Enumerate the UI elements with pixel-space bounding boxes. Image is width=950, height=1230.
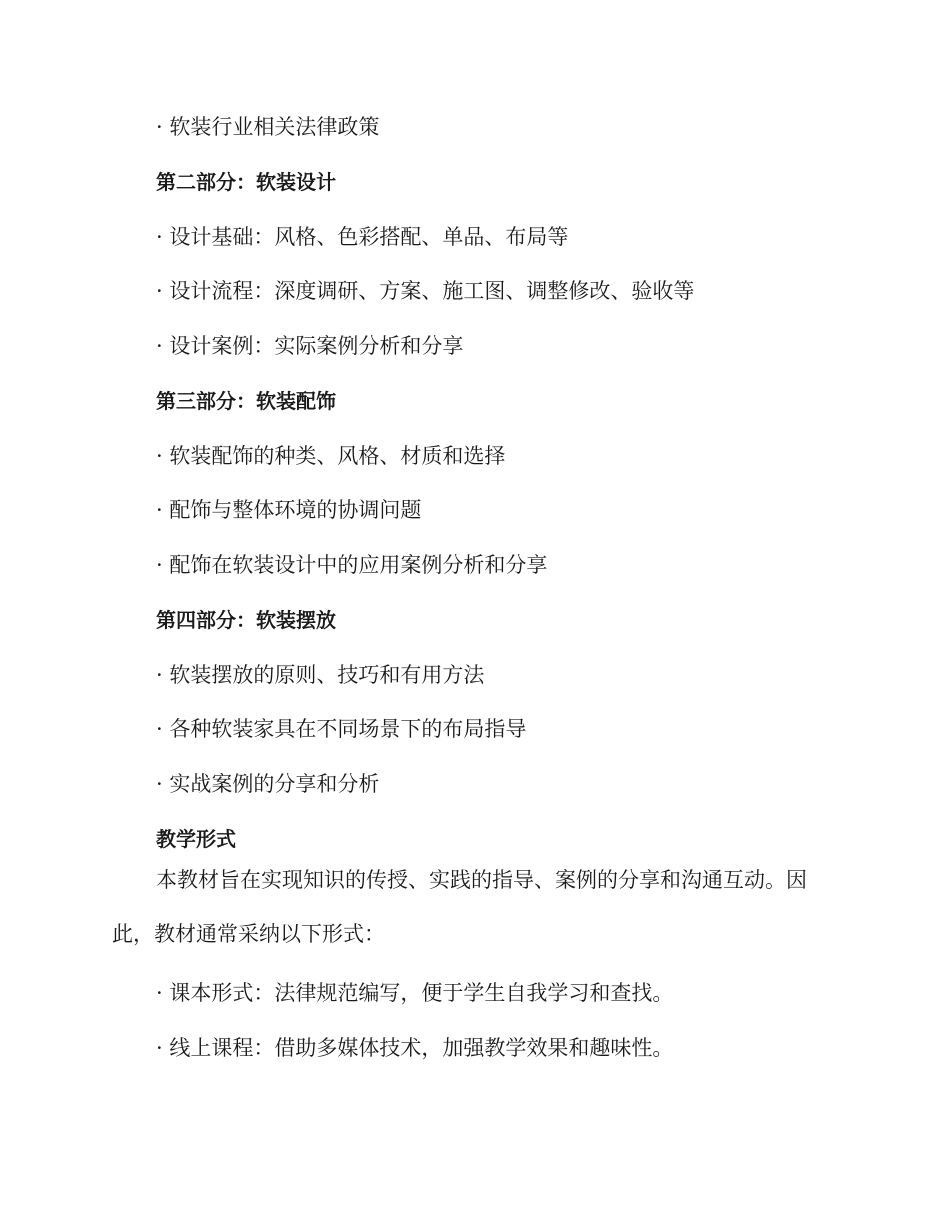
section-heading: 第三部分：软装配饰 — [156, 389, 336, 413]
section-heading: 第二部分：软装设计 — [156, 170, 336, 194]
bullet-item: · 设计基础：风格、色彩搭配、单品、布局等 — [156, 225, 569, 249]
bullet-item: · 软装行业相关法律政策 — [156, 115, 380, 139]
bullet-item: · 实战案例的分享和分析 — [156, 772, 380, 796]
body-paragraph: 本教材旨在实现知识的传授、实践的指导、案例的分享和沟通互动。因此，教材通常采纳以下形式： — [112, 868, 807, 946]
bullet-item: · 课本形式：法律规范编写，便于学生自我学习和查找。 — [156, 981, 674, 1005]
bullet-item: · 配饰在软装设计中的应用案例分析和分享 — [156, 553, 548, 577]
bullet-item: · 各种软装家具在不同场景下的布局指导 — [156, 717, 527, 741]
bullet-item: · 设计流程：深度调研、方案、施工图、调整修改、验收等 — [156, 279, 695, 303]
bullet-item: · 软装配饰的种类、风格、材质和选择 — [156, 444, 506, 468]
bullet-item: · 线上课程：借助多媒体技术，加强教学效果和趣味性。 — [156, 1036, 674, 1060]
bullet-item: · 设计案例：实际案例分析和分享 — [156, 334, 464, 358]
bullet-item: · 配饰与整体环境的协调问题 — [156, 498, 422, 522]
section-heading: 教学形式 — [156, 827, 236, 851]
bullet-item: · 软装摆放的原则、技巧和有用方法 — [156, 663, 485, 687]
section-heading: 第四部分：软装摆放 — [156, 608, 336, 632]
